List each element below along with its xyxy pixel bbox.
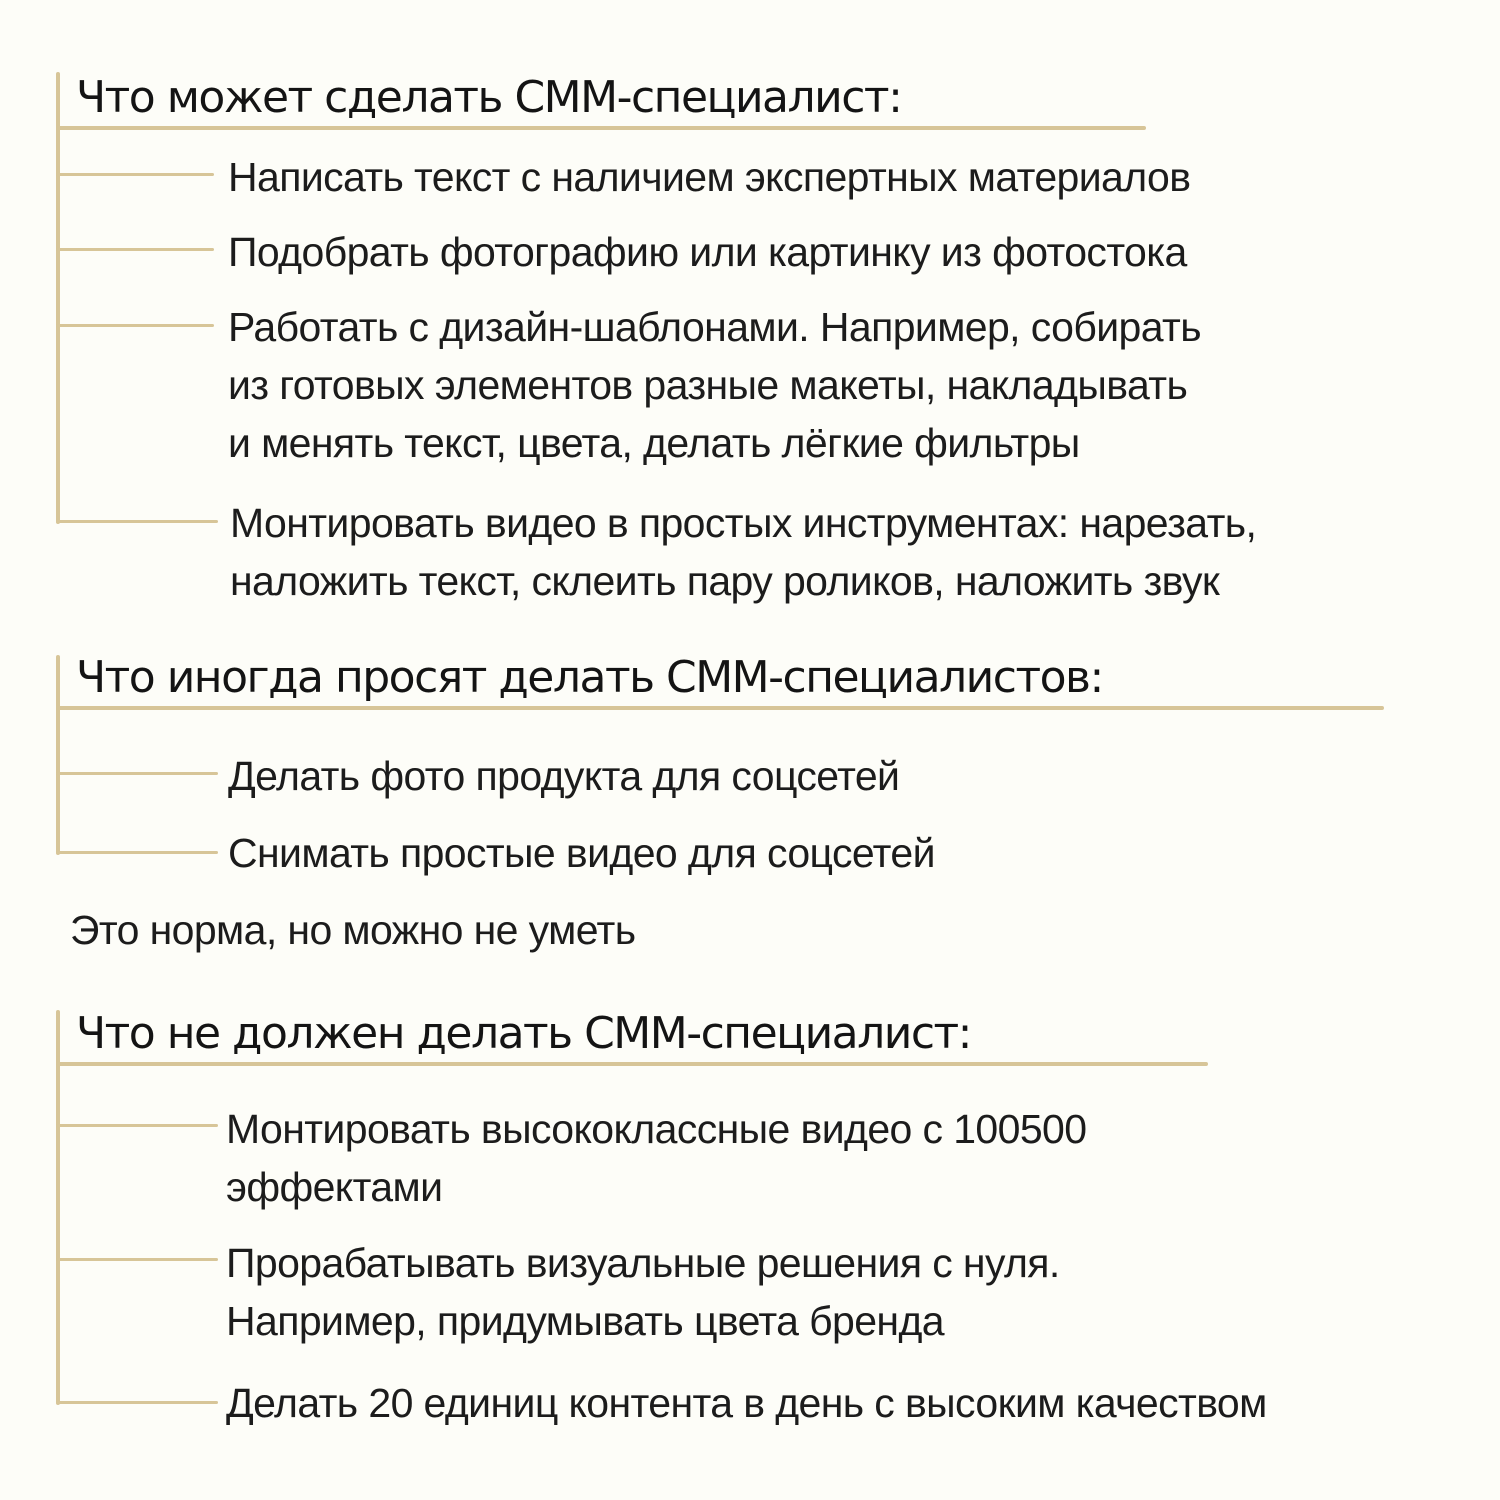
bracket-branch-line [56, 1401, 218, 1404]
list-item: Работать с дизайн-шаблонами. Например, собирать из готовых элементов разные макеты, накладывать и менять текст, цвета, делать лёгкие фильтры [228, 304, 1201, 466]
heading-underline [58, 1062, 1208, 1066]
bracket-branch-line [56, 851, 218, 854]
section-heading: Что может сделать СММ-специалист: [76, 72, 902, 123]
list-item: Подобрать фотографию или картинку из фотостока [228, 229, 1187, 275]
bracket-branch-line [56, 324, 214, 327]
heading-underline [58, 126, 1146, 130]
list-item: Снимать простые видео для соцсетей [228, 830, 935, 876]
note-text: Это норма, но можно не уметь [70, 907, 636, 953]
bracket-branch-line [56, 248, 214, 251]
list-item: Монтировать высококлассные видео с 100500 эффектами [226, 1106, 1087, 1210]
section-heading: Что иногда просят делать СММ-специалистов: [76, 652, 1103, 703]
bracket-vertical-line [56, 655, 60, 855]
bracket-vertical-line [56, 72, 60, 524]
bracket-branch-line [56, 1258, 218, 1261]
list-item: Делать 20 единиц контента в день с высоким качеством [226, 1380, 1267, 1426]
bracket-branch-line [56, 173, 214, 176]
heading-underline [58, 706, 1384, 710]
section-heading: Что не должен делать СММ-специалист: [76, 1008, 972, 1059]
list-item: Прорабатывать визуальные решения с нуля. Например, придумывать цвета бренда [226, 1240, 1060, 1344]
bracket-vertical-line [56, 1010, 60, 1405]
bracket-branch-line [56, 772, 218, 775]
list-item: Делать фото продукта для соцсетей [228, 753, 900, 799]
bracket-branch-line [56, 520, 218, 523]
list-item: Монтировать видео в простых инструментах: нарезать, наложить текст, склеить пару роликов, наложить звук [230, 500, 1257, 604]
bracket-branch-line [56, 1124, 218, 1127]
list-item: Написать текст с наличием экспертных материалов [228, 154, 1191, 200]
